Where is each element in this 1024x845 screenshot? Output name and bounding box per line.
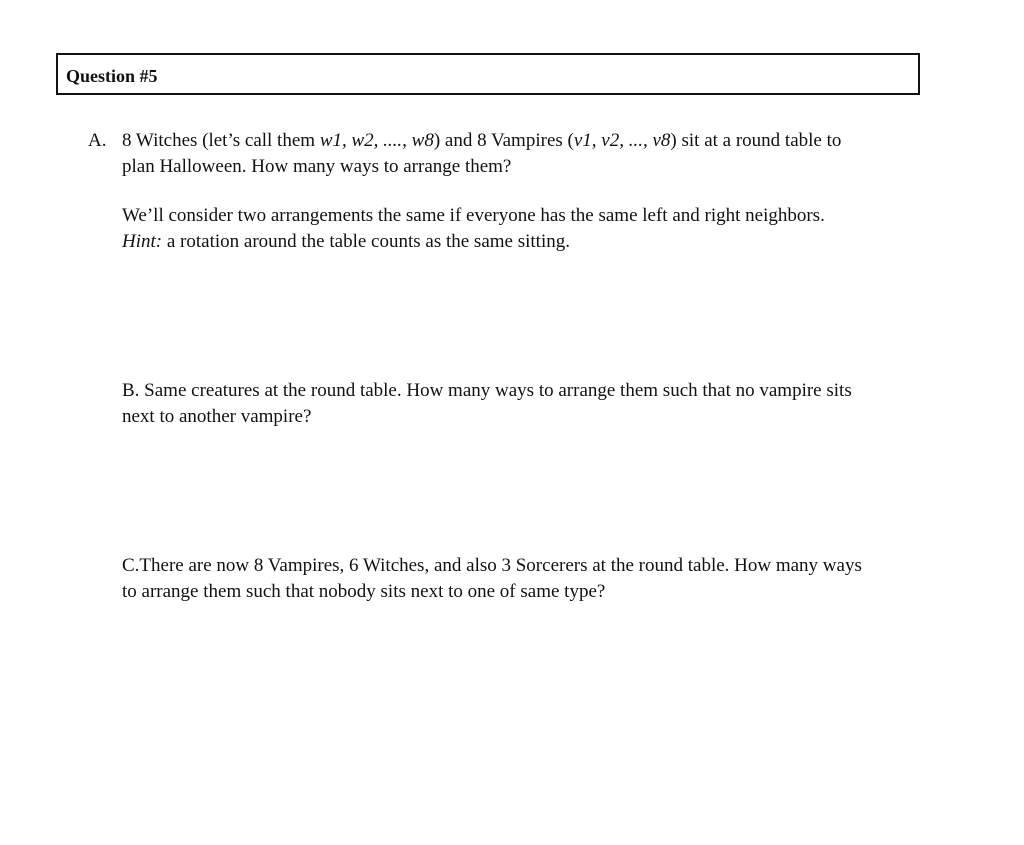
part-a-hint-line (122, 229, 825, 255)
hint-label: Hint: (122, 230, 163, 252)
part-a-text-3: ) sit at a round table to (670, 130, 842, 151)
part-b-line-2: next to another vampire? (122, 405, 312, 427)
vampire-names: v1, v2, ..., v8 (573, 130, 671, 151)
witch-names: w1, w2, ...., w8 (319, 130, 434, 151)
part-c-text (122, 553, 862, 604)
part-b-line-1: B. Same creatures at the round table. How many ways to arrange them such that no vampire sits (122, 380, 852, 401)
part-c-line-1: C.There are now 8 Vampires, 6 Witches, and also 3 Sorcerers at the round table. How many ways (122, 555, 862, 576)
part-c-line-2: to arrange them such that nobody sits next to one of same type? (122, 580, 606, 602)
part-a-note-line-1: We’ll consider two arrangements the same if everyone has the same left and right neighbors. (122, 205, 825, 226)
part-a-text (122, 128, 841, 179)
question-header-box (56, 53, 920, 95)
part-a-text-2: ) and 8 Vampires ( (433, 130, 574, 151)
part-a-label: A. (88, 130, 107, 151)
part-b-text (122, 378, 852, 429)
part-a-note (122, 203, 825, 254)
hint-text: a rotation around the table counts as the same sitting. (162, 230, 570, 252)
part-a-text-1: 8 Witches (let’s call them (122, 130, 320, 151)
part-a-line-1 (122, 128, 841, 154)
question-title: Question #5 (66, 66, 158, 86)
part-a-line-2: plan Halloween. How many ways to arrange them? (122, 155, 512, 177)
